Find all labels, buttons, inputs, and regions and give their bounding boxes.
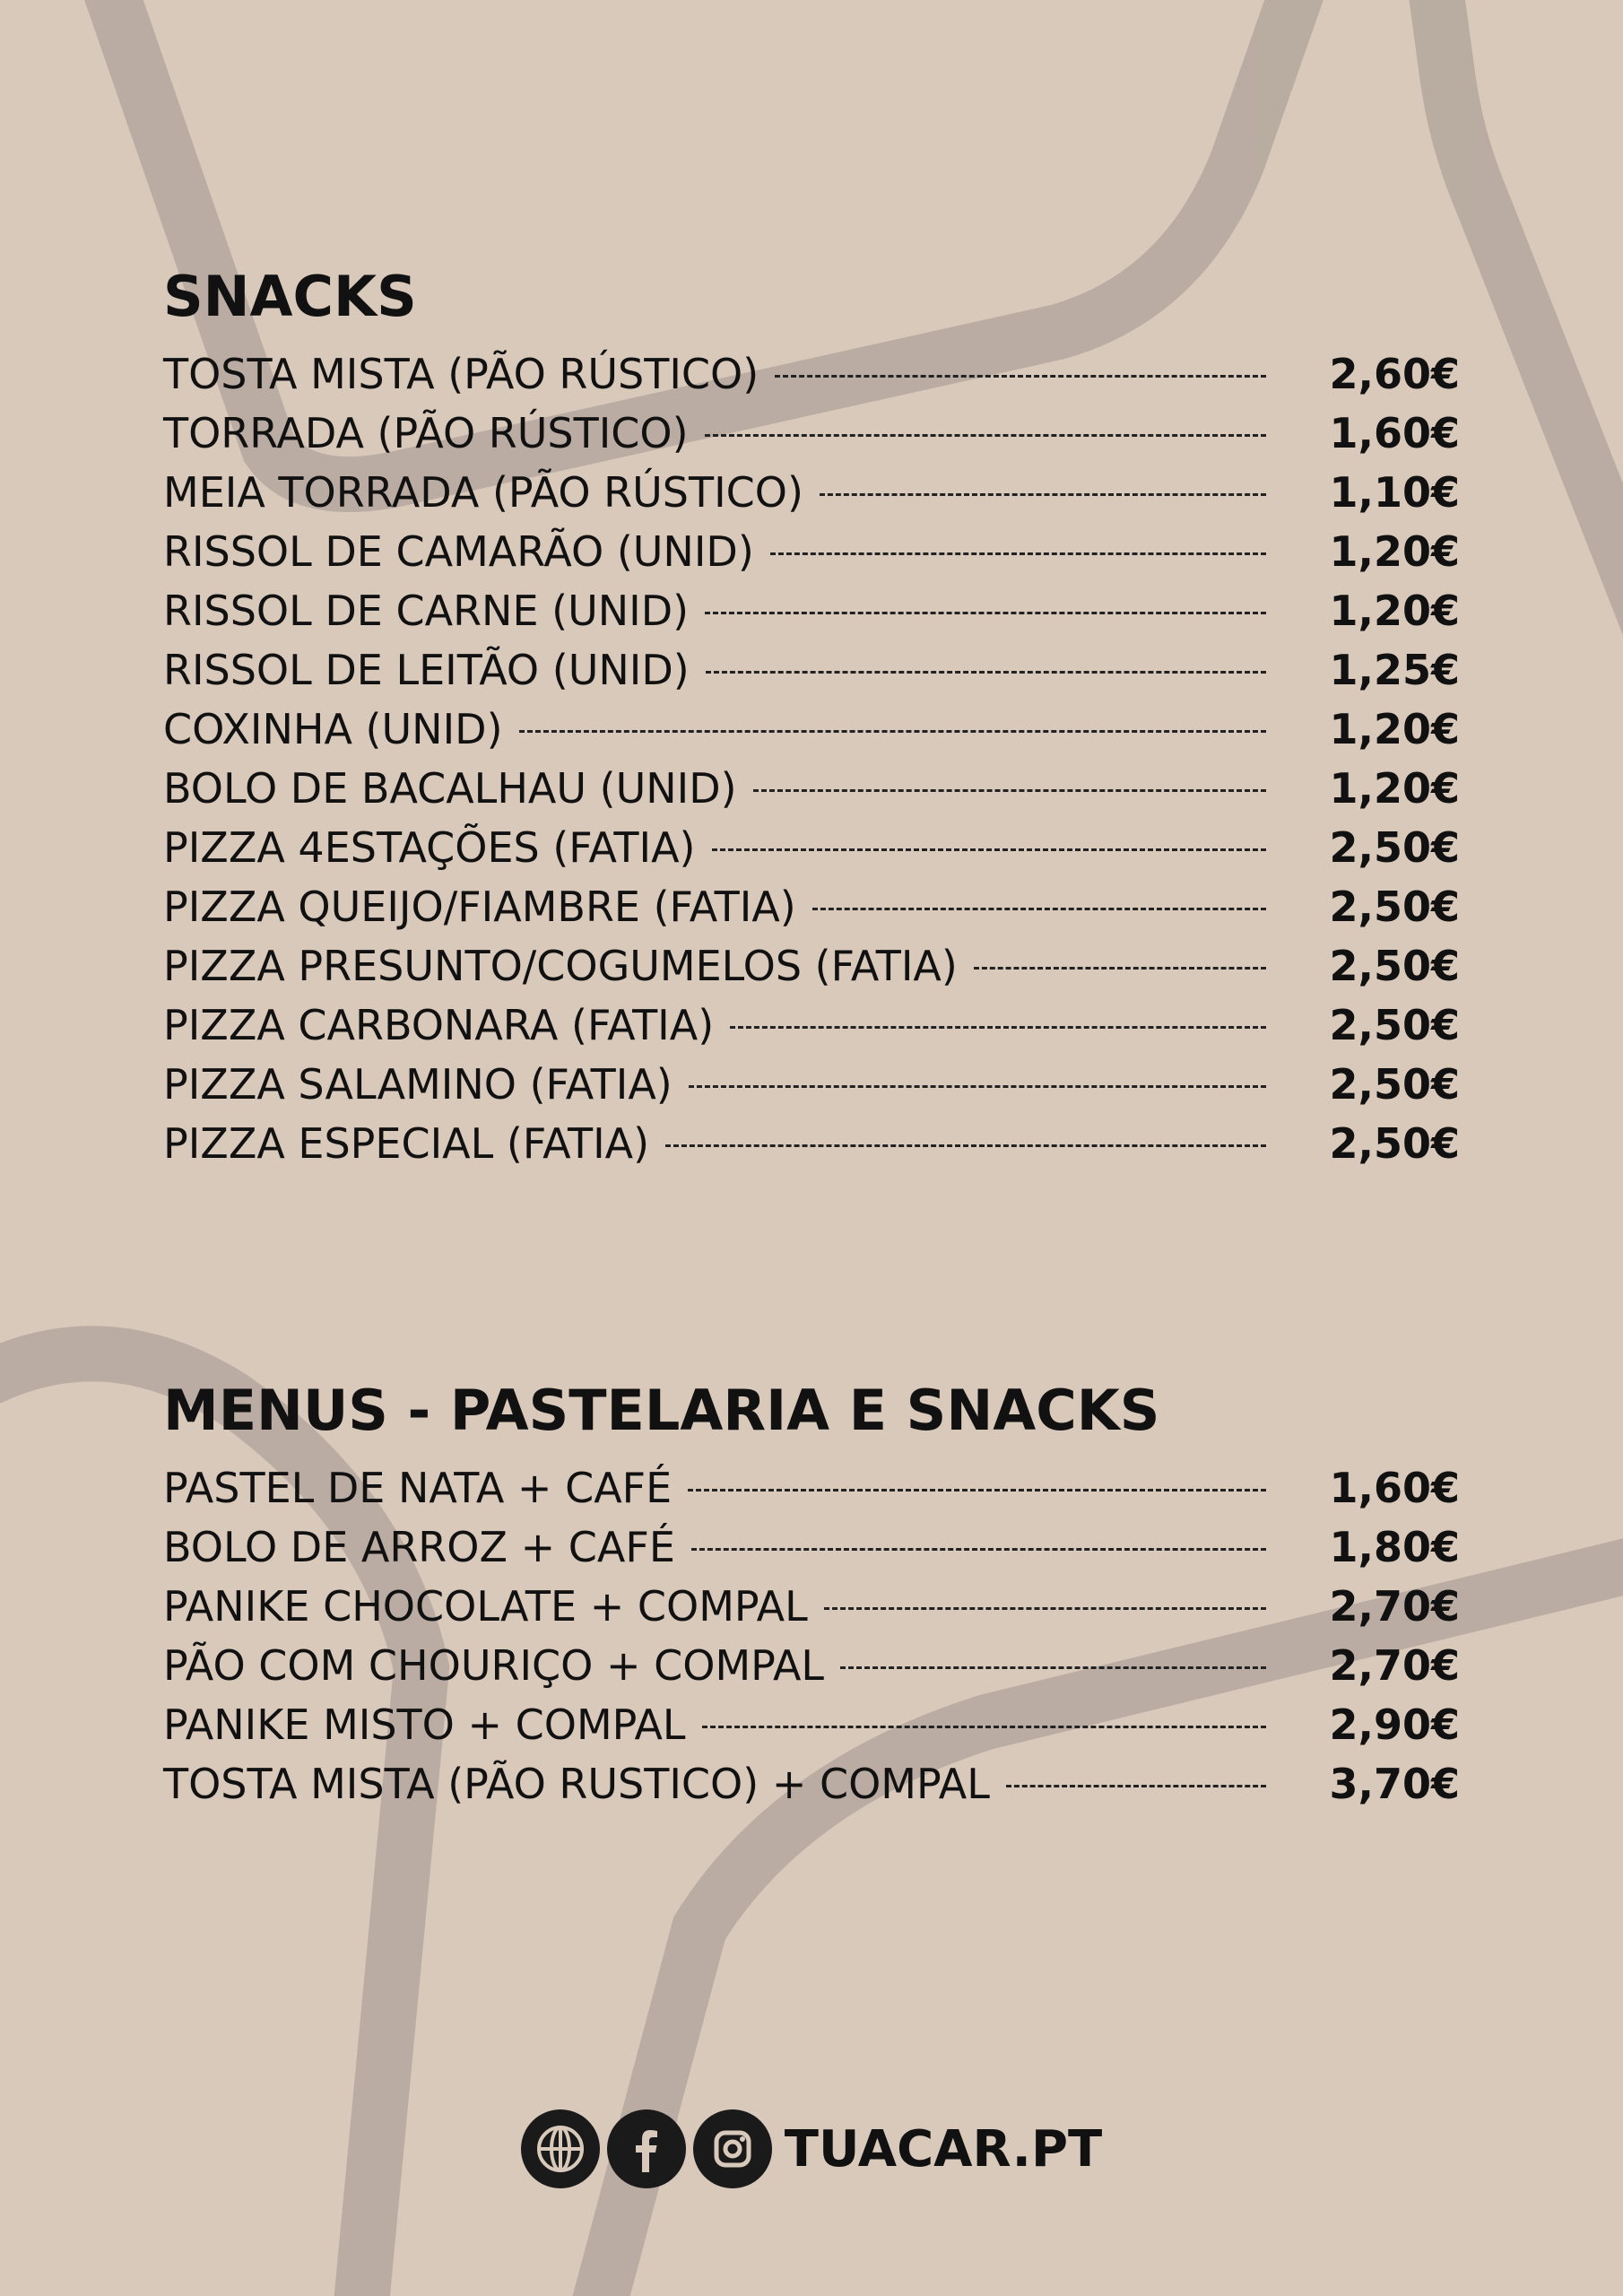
item-name: PIZZA CARBONARA (FATIA)	[163, 1001, 715, 1049]
dotted-leader	[824, 1607, 1266, 1610]
dotted-leader	[730, 1026, 1266, 1029]
item-price: 2,50€	[1329, 1001, 1460, 1049]
menu-item	[163, 1458, 1460, 1518]
item-name: TOSTA MISTA (PÃO RUSTICO) + COMPAL	[163, 1760, 990, 1808]
dotted-leader	[665, 1144, 1266, 1147]
website-link[interactable]: TUACAR.PT	[784, 2119, 1103, 2179]
menu-item	[163, 581, 1460, 640]
item-name: MEIA TORRADA (PÃO RÚSTICO)	[163, 468, 803, 517]
menus-items	[163, 1458, 1460, 1813]
menu-item	[163, 936, 1460, 996]
dotted-leader	[770, 552, 1266, 555]
item-price: 2,70€	[1329, 1641, 1460, 1690]
item-price: 2,70€	[1329, 1582, 1460, 1631]
dotted-leader	[706, 671, 1266, 674]
globe-icon[interactable]	[521, 2109, 600, 2188]
item-price: 2,90€	[1329, 1700, 1460, 1749]
menu-item	[163, 1055, 1460, 1114]
section-title: SNACKS	[163, 264, 417, 329]
dotted-leader	[705, 612, 1266, 614]
menu-item	[163, 1636, 1460, 1695]
menu-item	[163, 818, 1460, 877]
section-title: MENUS - PASTELARIA E SNACKS	[163, 1378, 1160, 1443]
instagram-icon[interactable]	[693, 2109, 772, 2188]
dotted-leader	[812, 908, 1266, 910]
menu-item	[163, 700, 1460, 759]
menu-item	[163, 759, 1460, 818]
dotted-leader	[519, 730, 1266, 733]
menu-item	[163, 404, 1460, 463]
snacks-section	[163, 258, 1460, 1173]
dotted-leader	[840, 1666, 1266, 1669]
menu-item	[163, 1754, 1460, 1813]
item-name: TOSTA MISTA (PÃO RÚSTICO)	[163, 350, 759, 398]
item-price: 1,60€	[1329, 1464, 1460, 1512]
item-price: 1,60€	[1329, 409, 1460, 457]
item-name: PIZZA 4ESTAÇÕES (FATIA)	[163, 823, 696, 872]
item-price: 1,80€	[1329, 1523, 1460, 1571]
menu-item	[163, 1695, 1460, 1754]
menu-item	[163, 1518, 1460, 1577]
snacks-items	[163, 344, 1460, 1173]
item-price: 1,10€	[1329, 468, 1460, 517]
item-price: 1,20€	[1329, 705, 1460, 753]
menus-section	[163, 1372, 1460, 1813]
item-price: 2,50€	[1329, 1119, 1460, 1168]
item-name: PIZZA PRESUNTO/COGUMELOS (FATIA)	[163, 942, 958, 990]
item-name: COXINHA (UNID)	[163, 705, 503, 753]
dotted-leader	[820, 493, 1266, 496]
item-name: PIZZA ESPECIAL (FATIA)	[163, 1119, 650, 1168]
menu-item	[163, 877, 1460, 936]
item-name: RISSOL DE LEITÃO (UNID)	[163, 646, 690, 694]
menu-item	[163, 344, 1460, 404]
dotted-leader	[702, 1726, 1266, 1728]
item-name: PIZZA SALAMINO (FATIA)	[163, 1060, 673, 1109]
item-name: RISSOL DE CAMARÃO (UNID)	[163, 527, 754, 576]
dotted-leader	[705, 434, 1266, 437]
menu-item	[163, 463, 1460, 522]
menu-item	[163, 640, 1460, 700]
dotted-leader	[775, 375, 1266, 378]
item-price: 1,20€	[1329, 587, 1460, 635]
dotted-leader	[689, 1085, 1266, 1088]
facebook-icon[interactable]	[607, 2109, 686, 2188]
menu-item	[163, 1577, 1460, 1636]
footer	[0, 2106, 1623, 2192]
dotted-leader	[712, 848, 1266, 851]
dotted-leader	[691, 1548, 1266, 1551]
dotted-leader	[974, 967, 1266, 970]
menu-item	[163, 1114, 1460, 1173]
dotted-leader	[753, 789, 1266, 792]
menu-item	[163, 996, 1460, 1055]
item-price: 2,50€	[1329, 883, 1460, 931]
item-price: 1,20€	[1329, 764, 1460, 813]
item-price: 2,50€	[1329, 942, 1460, 990]
menu-item	[163, 522, 1460, 581]
dotted-leader	[1006, 1785, 1266, 1787]
item-price: 1,20€	[1329, 527, 1460, 576]
item-name: PÃO COM CHOURIÇO + COMPAL	[163, 1641, 825, 1690]
item-name: BOLO DE ARROZ + CAFÉ	[163, 1523, 675, 1571]
item-price: 1,25€	[1329, 646, 1460, 694]
item-name: PANIKE MISTO + COMPAL	[163, 1700, 686, 1749]
item-price: 2,60€	[1329, 350, 1460, 398]
item-price: 2,50€	[1329, 1060, 1460, 1109]
item-name: PANIKE CHOCOLATE + COMPAL	[163, 1582, 808, 1631]
item-name: TORRADA (PÃO RÚSTICO)	[163, 409, 689, 457]
item-price: 2,50€	[1329, 823, 1460, 872]
dotted-leader	[688, 1489, 1266, 1492]
item-name: BOLO DE BACALHAU (UNID)	[163, 764, 737, 813]
item-name: PIZZA QUEIJO/FIAMBRE (FATIA)	[163, 883, 796, 931]
item-name: PASTEL DE NATA + CAFÉ	[163, 1464, 673, 1512]
item-price: 3,70€	[1329, 1760, 1460, 1808]
item-name: RISSOL DE CARNE (UNID)	[163, 587, 690, 635]
